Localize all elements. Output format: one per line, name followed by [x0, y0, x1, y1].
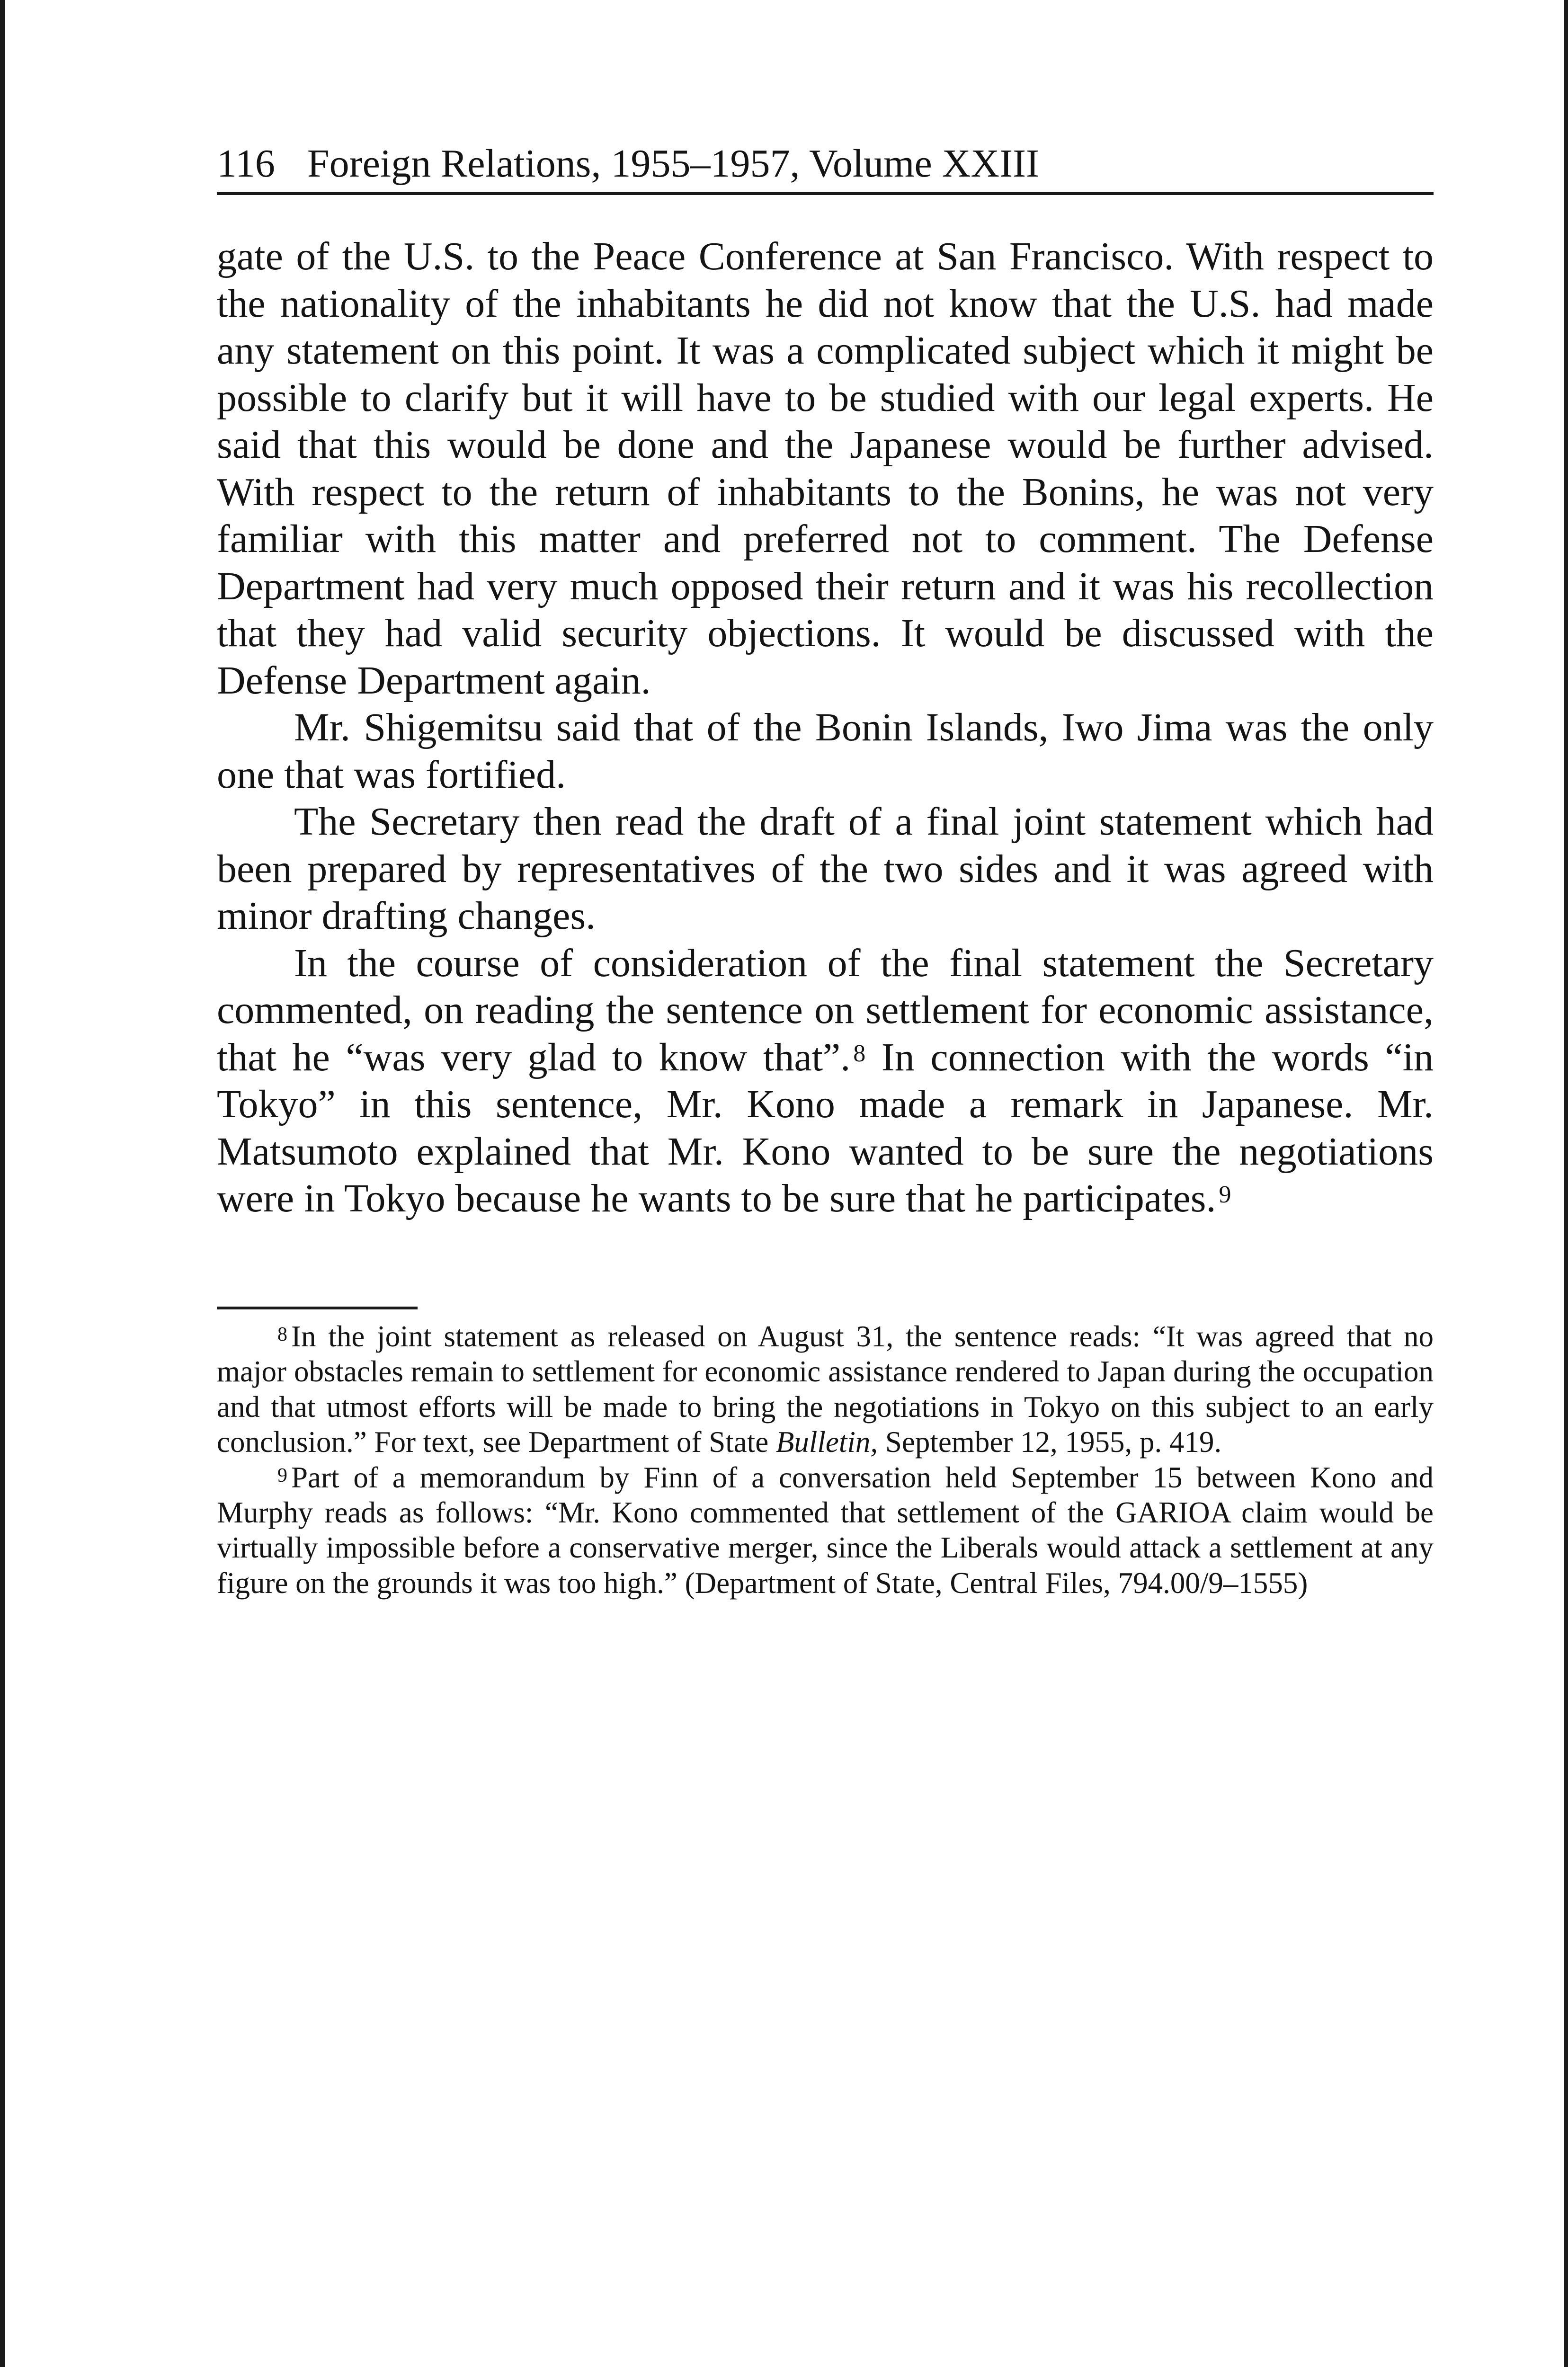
- footnotes: [217, 1319, 1434, 1601]
- page-number: 116: [217, 142, 275, 186]
- footnote-marker: 8: [277, 1324, 287, 1345]
- paragraph-final-statement: [217, 940, 1434, 1222]
- running-title: Foreign Relations, 1955–1957, Volume XXIII: [307, 142, 1040, 186]
- paragraph-text: In the course of consideration of the final statement the Secretary commented, on reading the sentence on settlement for economic assistance, that he “was very glad to know that”.: [217, 941, 1434, 1079]
- footnote-reference-8[interactable]: 8: [853, 1040, 866, 1067]
- paragraph-text: gate of the U.S. to the Peace Conference at San Francisco. With respect to the nationality of the inhabitants he did not know that the U.S. had made any statement on this point. It was a complicated subject which it might be possible to clarify but it will have to be studied with our legal experts. He said that this would be done and the Japanese would be further advised. With respect to the return of inhabitants to the Bonins, he was not very familiar with this matter and preferred not to comment. The Defense Department had very much opposed their return and it was his recollection that they had valid security objections. It would be discussed with the Defense Department again.: [217, 234, 1434, 703]
- footnote-italic-title: Bulletin,: [775, 1425, 878, 1459]
- footnote-8: [217, 1319, 1434, 1460]
- footnote-text: September 12, 1955, p. 419.: [885, 1425, 1222, 1459]
- body-text: [217, 233, 1434, 1222]
- paragraph-text: In connection with the words “in Tokyo” in this sentence, Mr. Kono made a remark in Japanese. Mr. Matsumoto explained that Mr. Kono wanted to be sure the negotiations were in Tokyo because he wants to be sure that he participates.: [217, 1035, 1434, 1220]
- footnote-separator: [217, 1307, 418, 1309]
- running-head: [217, 135, 1434, 195]
- footnote-9: [217, 1460, 1434, 1601]
- footnote-text: In the joint statement as released on August 31, the sentence reads: “It was agreed that no major obstacles remain to settlement for economic assistance rendered to Japan during the occupation and that utmost efforts will be made to bring the negotiations in Tokyo on this subject to an early conclusion.” For text, see Department of State: [217, 1320, 1434, 1459]
- paragraph-text: The Secretary then read the draft of a final joint statement which had been prepared by representatives of the two sides and it was agreed with minor drafting changes.: [217, 800, 1434, 938]
- footnote-marker: 9: [277, 1464, 287, 1486]
- paragraph-shigemitsu: [217, 704, 1434, 798]
- paragraph-joint-statement: [217, 798, 1434, 940]
- footnote-reference-9[interactable]: 9: [1219, 1181, 1231, 1208]
- footnote-text: Part of a memorandum by Finn of a conversation held September 15 between Kono and Murphy reads as follows: “Mr. Kono commented that settlement of the GARIOA claim would be virtually impossible before a conservative merger, since the Liberals would attack a settlement at any figure on the grounds it was too high.” (Department of State, Central Files, 794.00/9–1555): [217, 1460, 1434, 1600]
- paragraph-text: Mr. Shigemitsu said that of the Bonin Islands, Iwo Jima was the only one that was fortified.: [217, 705, 1434, 797]
- paragraph-continued: [217, 233, 1434, 704]
